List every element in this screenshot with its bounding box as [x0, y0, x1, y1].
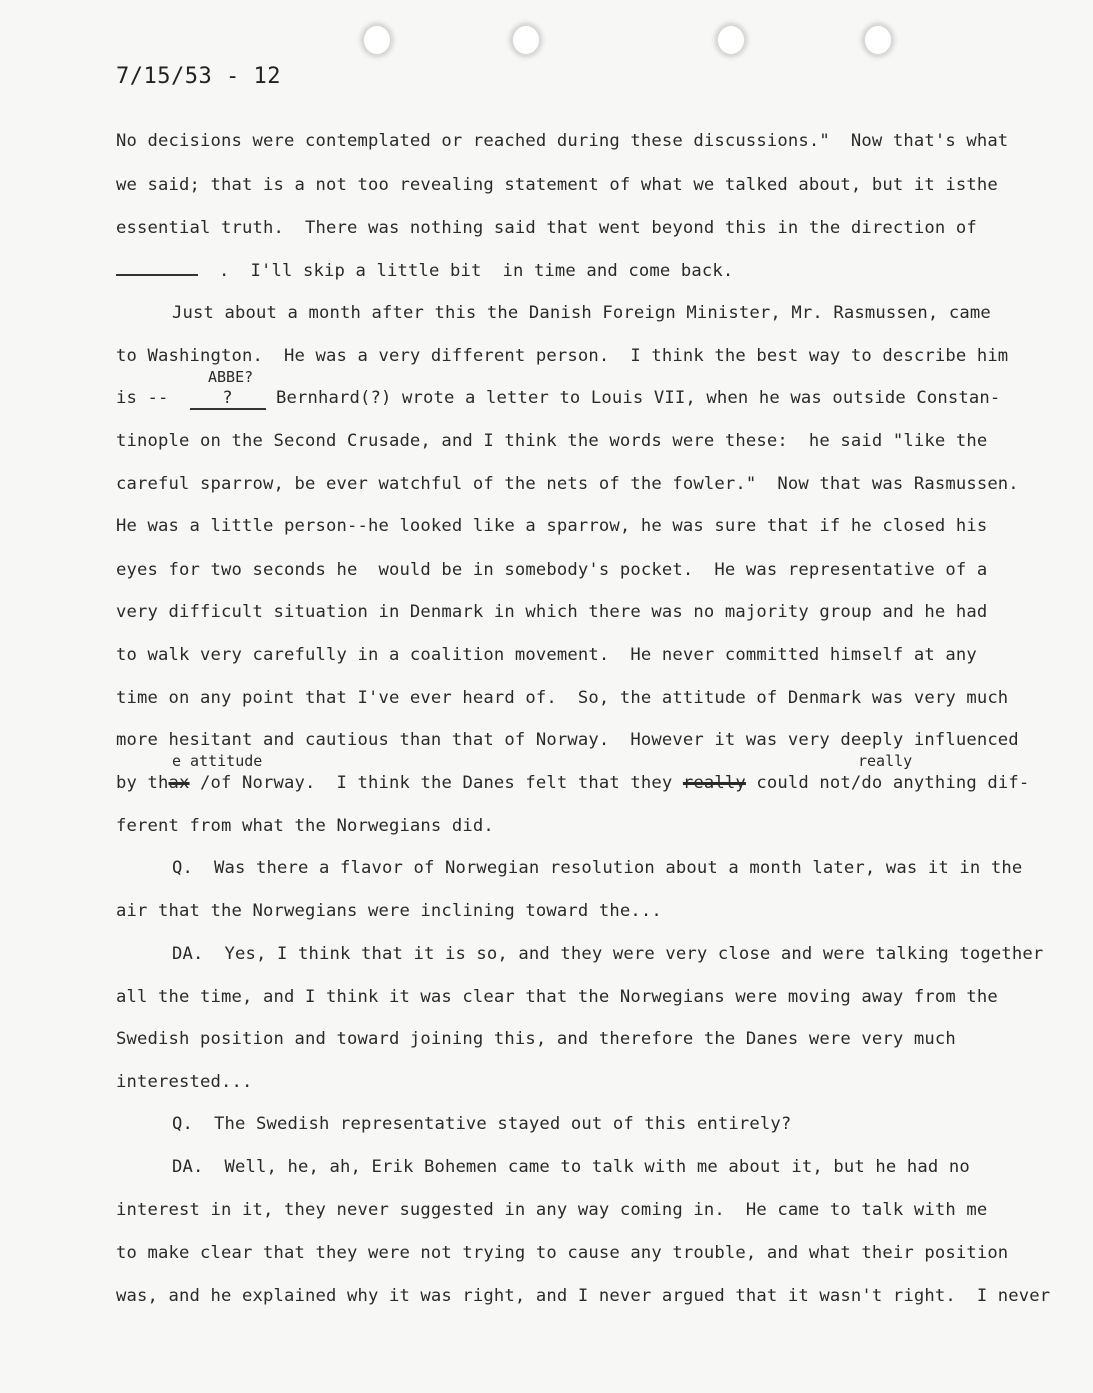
answer: DA. Yes, I think that it is so, and they were very close and were talking together [172, 944, 1044, 964]
handwritten-note: ABBE? [208, 368, 254, 386]
struck-text: ax [168, 773, 190, 793]
text-line: all the time, and I think it was clear that the Norwegians were moving away from the [116, 987, 998, 1007]
text-fragment: /of Norway. I think the Danes felt that they [200, 773, 673, 793]
text-line: interest in it, they never suggested in any way coming in. He came to talk with me [116, 1200, 988, 1220]
text-line: interested... [116, 1072, 253, 1092]
struck-text: really [682, 773, 746, 793]
text-line: was, and he explained why it was right, and I never argued that it wasn't right. I never [116, 1286, 1051, 1306]
question: Q. The Swedish representative stayed out of this entirely? [172, 1114, 792, 1134]
text-line: to walk very carefully in a coalition movement. He never committed himself at any [116, 645, 977, 665]
text-line: time on any point that I've ever heard of. So, the attitude of Denmark was very much [116, 688, 1009, 708]
text-line: ferent from what the Norwegians did. [116, 816, 494, 836]
punch-hole [863, 24, 893, 56]
blank-with-query: ? [190, 388, 266, 410]
text-line: very difficult situation in Denmark in which there was no majority group and he had [116, 602, 988, 622]
text-line-blank: . I'll skip a little bit in time and come back. [116, 260, 733, 281]
text-line: air that the Norwegians were inclining toward the... [116, 901, 662, 921]
text-line: essential truth. There was nothing said that went beyond this in the direction of [116, 218, 977, 238]
text-line: more hesitant and cautious than that of Norway. However it was very deeply influenced [116, 730, 1019, 750]
text-fragment: is -- [116, 388, 169, 408]
paragraph-start: Just about a month after this the Danish Foreign Minister, Mr. Rasmussen, came [172, 303, 991, 323]
text-fragment: Bernhard(?) wrote a letter to Louis VII, when he was outside Constan- [276, 388, 1001, 408]
text-line: eyes for two seconds he would be in somebody's pocket. He was representative of a [116, 560, 988, 580]
text-line: He was a little person--he looked like a sparrow, he was sure that if he closed his [116, 516, 988, 536]
question: Q. Was there a flavor of Norwegian resolution about a month later, was it in the [172, 858, 1023, 878]
page-header: 7/15/53 - 12 [116, 64, 281, 89]
text-line: tinople on the Second Crusade, and I think the words were these: he said "like the [116, 431, 988, 451]
typed-insertion: really [858, 752, 913, 770]
punch-hole [511, 24, 541, 56]
answer: DA. Well, he, ah, Erik Bohemen came to talk with me about it, but he had no [172, 1157, 970, 1177]
punch-hole [362, 24, 392, 56]
text-fragment: by th [116, 773, 169, 793]
text-line [116, 773, 1029, 793]
text-line [116, 388, 1000, 410]
text-fragment: I'll skip a little bit in time and come back. [250, 261, 734, 281]
text-line: No decisions were contemplated or reached during these discussions." Now that's what [116, 131, 1009, 151]
text-fragment: could not/do anything dif- [756, 773, 1030, 793]
text-line: to make clear that they were not trying to cause any trouble, and what their position [116, 1243, 1009, 1263]
text-line: Swedish position and toward joining this, and therefore the Danes were very much [116, 1029, 956, 1049]
text-line: we said; that is a not too revealing statement of what we talked about, but it isthe [116, 175, 998, 195]
blank-line [116, 260, 198, 276]
text-line: careful sparrow, be ever watchful of the nets of the fowler." Now that was Rasmussen. [116, 474, 1019, 494]
typed-insertion: e attitude [172, 752, 263, 770]
text-line: to Washington. He was a very different person. I think the best way to describe him [116, 346, 1009, 366]
punch-hole [716, 24, 746, 56]
